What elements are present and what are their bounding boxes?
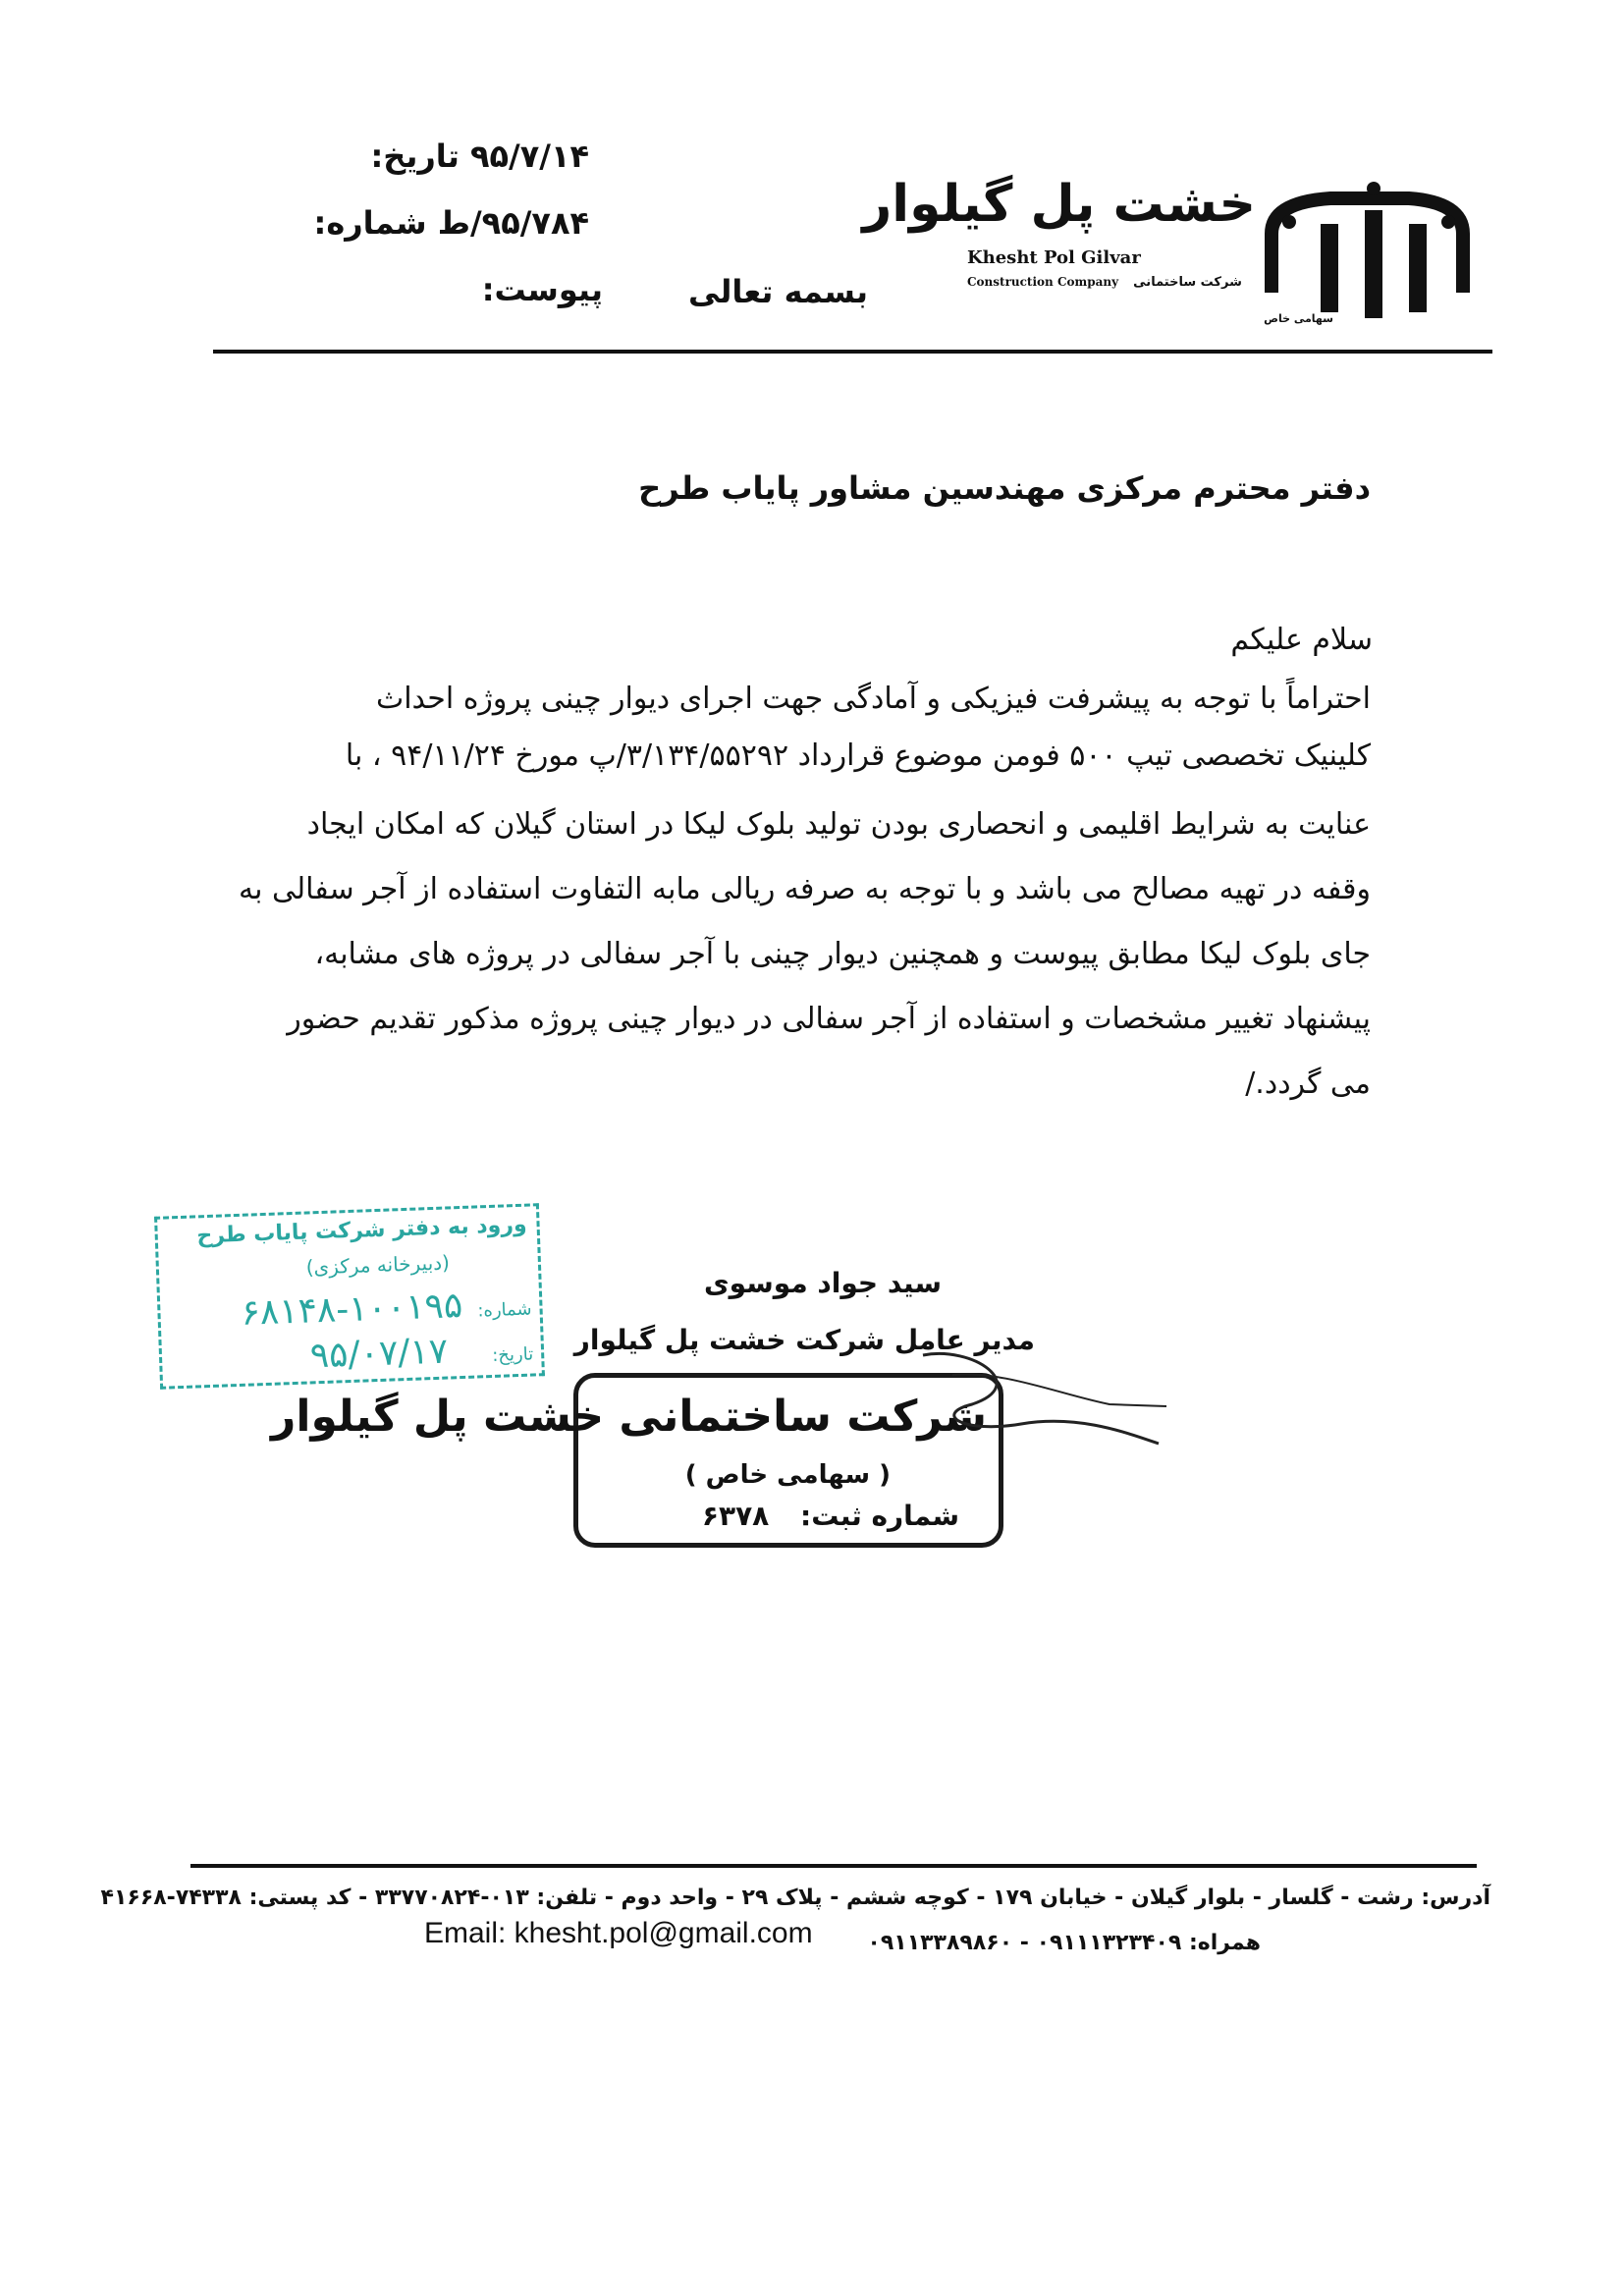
- body-line: عنایت به شرایط اقلیمی و انحصاری بودن تولید بلوک لیکا در استان گیلان که امکان ایجاد: [306, 807, 1371, 842]
- logo-mark-icon: [1262, 175, 1478, 332]
- received-date-value: ۹۵/۰۷/۱۷: [309, 1331, 449, 1377]
- footer-email: Email: khesht.pol@gmail.com: [424, 1917, 813, 1949]
- signature-scribble: [913, 1316, 1168, 1453]
- received-number-value: ۱۰۰۱۹۵-۶۸۱۴۸: [240, 1285, 463, 1334]
- invocation: بسمه تعالی: [687, 273, 868, 310]
- footer-mobile: همراه: ۰۹۱۱۱۳۲۳۴۰۹ - ۰۹۱۱۳۳۸۹۸۶۰: [867, 1931, 1261, 1955]
- received-stamp-line2: (دبیرخانه مرکزی): [305, 1250, 451, 1280]
- stamp-company-title: شرکت ساختمانی خشت پل گیلوار: [271, 1392, 987, 1442]
- date-value: ۹۵/۷/۱۴: [469, 137, 589, 175]
- received-stamp-line1: ورود به دفتر شرکت پایاب طرح: [195, 1212, 528, 1249]
- company-name-en: Khesht Pol Gilvar: [967, 247, 1141, 268]
- footer-address: آدرس: رشت - گلسار - بلوار گیلان - خیابان ۱۷۹ - کوچه ششم - پلاک ۲۹ - واحد دوم - تلفن: ۰۱۳-۳۳۷۷۰۸۲۴ - کد پستی: ۷۴۳۳۸-۴۱۶۶۸: [100, 1886, 1490, 1910]
- stamp-reg-label: شماره ثبت:: [800, 1500, 959, 1532]
- received-number-label: شماره:: [477, 1298, 532, 1322]
- stamp-company-reg: [665, 1500, 959, 1532]
- body-line: وقفه در تهیه مصالح می باشد و با توجه به صرفه ریالی مابه التفاوت استفاده از آجر سفالی به: [239, 872, 1371, 906]
- attachment-label: پیوست:: [481, 271, 603, 308]
- header-divider: [213, 350, 1492, 354]
- body-line: پیشنهاد تغییر مشخصات و استفاده از آجر سفالی در دیوار چینی پروژه مذکور تقدیم حضور: [287, 1002, 1371, 1036]
- company-name-fa: خشت پل گیلوار: [862, 175, 1256, 234]
- received-stamp-date-row: [169, 1329, 533, 1382]
- signer-name: سید جواد موسوی: [704, 1267, 942, 1299]
- number-value: ۹۵/۷۸۴/ط: [437, 204, 589, 242]
- stamp-reg-value: ۶۳۷۸: [701, 1500, 770, 1532]
- attachment-row: [367, 271, 603, 308]
- date-label: تاریخ:: [370, 137, 460, 175]
- received-stamp-number-row: [168, 1284, 532, 1337]
- number-label: شماره:: [313, 204, 427, 242]
- body-line: کلینیک تخصصی تیپ ۵۰۰ فومن موضوع قرارداد ۳/۱۳۴/۵۵۲۹۲/پ مورخ ۹۴/۱۱/۲۴ ، با: [345, 738, 1371, 773]
- body-line: جای بلوک لیکا مطابق پیوست و همچنین دیوار چینی با آجر سفالی در پروژه های مشابه،: [314, 937, 1371, 971]
- stamp-company-subtitle: ( سهامی خاص ): [684, 1460, 891, 1490]
- greeting: سلام علیکم: [1230, 623, 1373, 657]
- body-line: می گردد./: [1245, 1066, 1371, 1101]
- body-line: احتراماً با توجه به پیشرفت فیزیکی و آمادگی جهت اجرای دیوار چینی پروژه احداث: [375, 682, 1371, 716]
- date-row: [308, 137, 603, 175]
- company-sub-fa: شرکت ساختمانی: [1133, 275, 1242, 290]
- company-sub-row: [967, 271, 1262, 295]
- logo-caption: سهامی خاص: [1264, 312, 1333, 325]
- received-stamp: [154, 1203, 545, 1390]
- signer-title: مدیر عامل شرکت خشت پل گیلوار: [573, 1324, 1035, 1356]
- footer-divider: [190, 1864, 1477, 1868]
- recipient: دفتر محترم مرکزی مهندسین مشاور پایاب طرح: [638, 469, 1371, 507]
- company-sub-en: Construction Company: [967, 275, 1119, 289]
- company-logo: [1262, 175, 1478, 332]
- received-date-label: تاریخ:: [491, 1343, 534, 1366]
- number-row: [279, 204, 603, 242]
